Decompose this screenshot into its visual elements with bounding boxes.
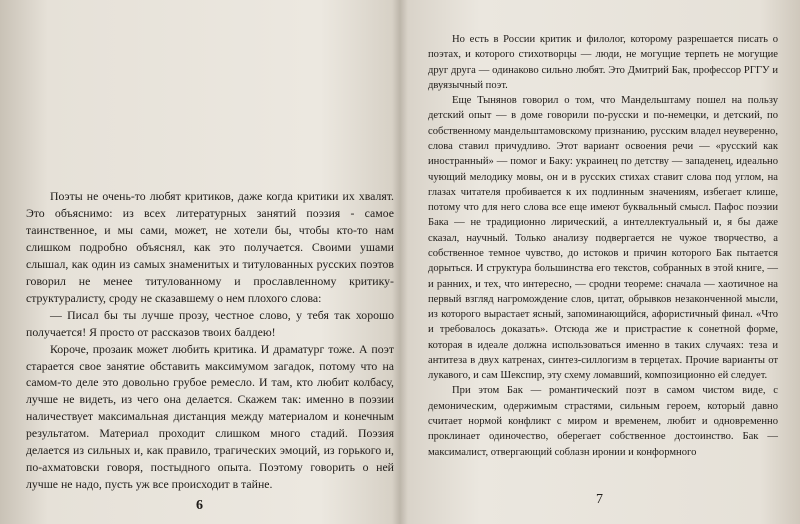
page-number: 7 xyxy=(596,492,603,507)
paragraph: При этом Бак — романтический поэт в самом чистом виде, с демоническим, одержимым страстями, сильным героем, который давно считает нормой конфликт с миром и временем, любит и одновременно проклинает одиночество, оберегает собственное достоинство. Бак — максималист, отвергающий соблазн иронии и конформного xyxy=(428,385,778,458)
paragraph: Поэты не очень-то любят критиков, даже когда критики их хвалят. Это объяснимо: из всех литературных занятий поэзия - самое таинственное, и мы сами, может, не хотели бы, чтобы кто-то нам слишком подробно объяснял, как это получается. Своими ушами слышал, как один из самых знаменитых и титулованных русских поэтов говорил не менее титулованному и прославленному критику-структуралисту, сроду не сказавшему о нем плохого слова: xyxy=(26,189,394,305)
left-page-text xyxy=(26,188,394,493)
right-page-text xyxy=(428,32,778,460)
paragraph: Но есть в России критик и филолог, которому разрешается писать о поэтах, и которого стихотворцы — люди, не могущие терпеть не могущие друг друга — одинаково сильно любят. Это Дмитрий Бак, профессор РГГУ и двуязычный поэт. xyxy=(428,34,778,91)
page-number: 6 xyxy=(196,498,203,513)
paragraph: — Писал бы ты лучше прозу, честное слово, у тебя так хорошо получается! Я просто от рассказов твоих балдею! xyxy=(26,307,394,339)
paragraph: Короче, прозаик может любить критика. И драматург тоже. А поэт старается свое занятие обставить максимумом загадок, потому что на самом-то деле это довольно грубое ремесло. И там, кто любит колбасу, лучше не видеть, из чего она делается. Скажем так: именно в поэзии наличествует максимальная дистанция между материалом и конечным результатом. Материал проходит слишком много стадий. Поэзия делается из сильных и, как правило, трагических эмоций, из горького и, по-ахматовски говоря, постыдного опыта. Поэтому говорить о ней лучше не надо, пусть уж все происходит в тайне. xyxy=(26,341,394,492)
paragraph: Еще Тынянов говорил о том, что Мандельштаму пошел на пользу детский опыт — в доме говорили по-русски и по-немецки, и детский, по собственному мандельштамовскому признанию, русским владел неуверенно, слова ставил причудливо. Этот вариант освоения речи — «русский как иностранный» — помог и Баку: украинец по детству — западенец, идеально чующий мелодику мовы, он и в русских стихах ставит слова под углом, на глазах читателя пробивается к их подлинным значениям, избегает клише, потому что для него слова все еще имеют буквальный смысл. Пафос поэзии Бака — не традиционно лирический, а интеллектуальный и, я бы даже сказал, научный. Только анализу подвергается не чужое творчество, а собственное темное чувство, до истоков и причин которого Бак пытается дорыться. И структура большинства его текстов, собранных в этой книге, — и ранних, и тех, что интересно, — сродни теореме: сначала — хаотичное на первый взгляд нагромождение слов, цитат, обрывков незаконченной мысли, из которого вырастает ясный, запоминающийся, афористичный финал. «Что и требовалось доказать». Отсюда же и пристрастие к сонетной форме, которая в идеале должна использоваться именно в таких случаях: теза и антитеза в двух катренах, синтез-силлогизм в терцетах. Прочие варианты от лукавого, и сам Шекспир, эту схему ломавший, композиционно ей следует. xyxy=(428,95,778,382)
